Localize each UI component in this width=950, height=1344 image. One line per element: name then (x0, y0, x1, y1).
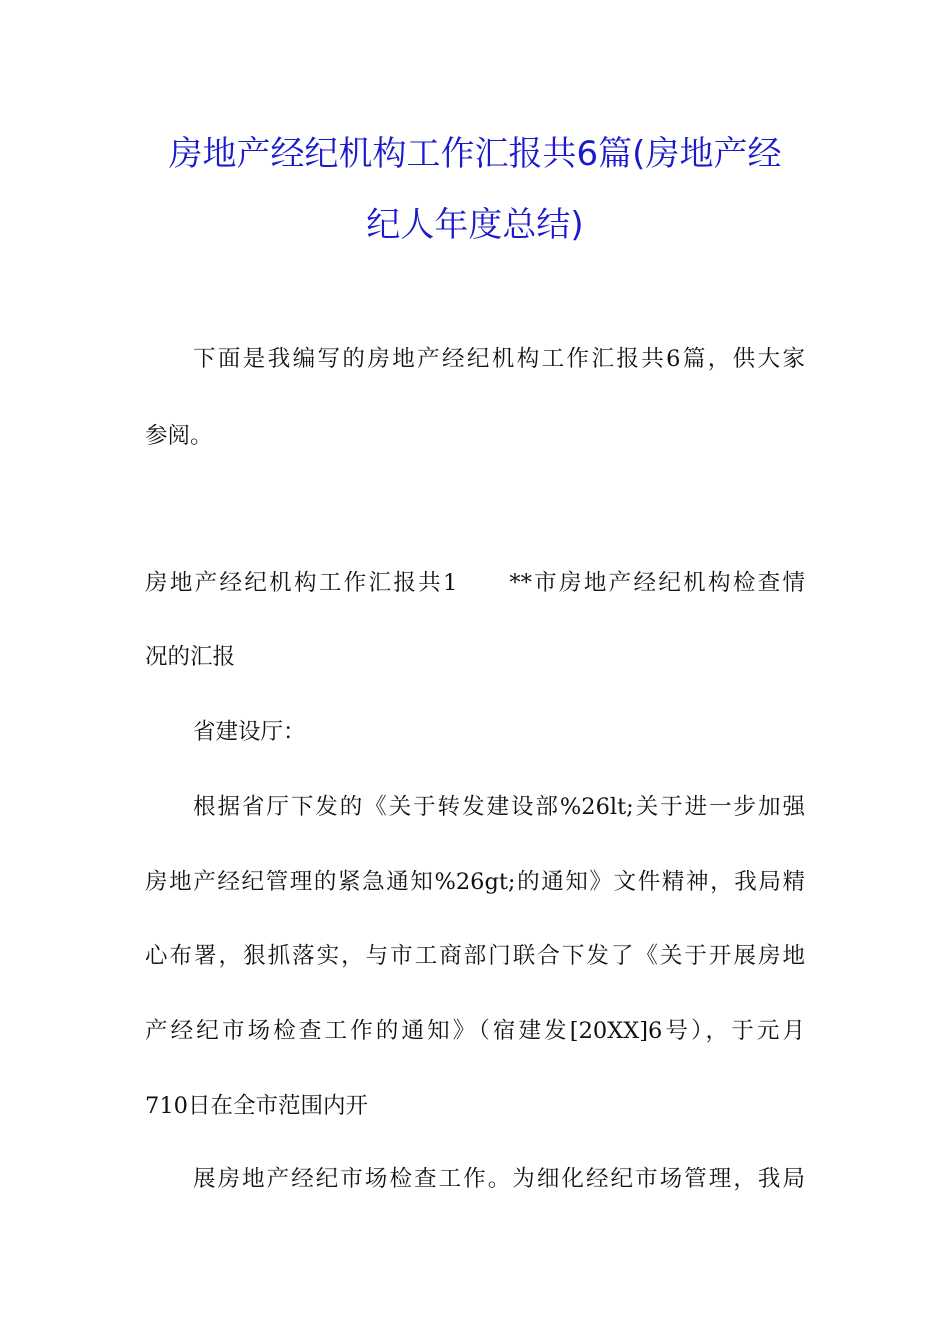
intro-text-line-1: 下面是我编写的房地产经纪机构工作汇报共6篇，供大家 (193, 346, 805, 372)
section-heading-line-1: 房地产经纪机构工作汇报共1 **市房地产经纪机构检查情 (145, 570, 805, 596)
paragraph-1-line-2: 房地产经纪管理的紧急通知%26gt;的通知》文件精神，我局精 (145, 869, 805, 895)
paragraph-1-line-5: 710日在全市范围内开 (145, 1093, 368, 1119)
section-heading-line-2: 况的汇报 (145, 644, 236, 670)
intro-text-line-2: 参阅。 (145, 423, 213, 449)
paragraph-2-line-1: 展房地产经纪市场检查工作。为细化经纪市场管理，我局 (193, 1166, 805, 1192)
paragraph-1-line-4: 产经纪市场检查工作的通知》（宿建发[20XX]6号），于元月 (145, 1018, 805, 1044)
paragraph-1-line-1: 根据省厅下发的《关于转发建设部%26lt;关于进一步加强 (193, 794, 805, 820)
document-title-line-2: 纪人年度总结) (366, 205, 584, 245)
paragraph-1-line-3: 心布署，狠抓落实，与市工商部门联合下发了《关于开展房地 (145, 943, 805, 969)
salutation: 省建设厅： (193, 719, 306, 745)
document-title-line-1: 房地产经纪机构工作汇报共6篇(房地产经 (168, 134, 782, 174)
